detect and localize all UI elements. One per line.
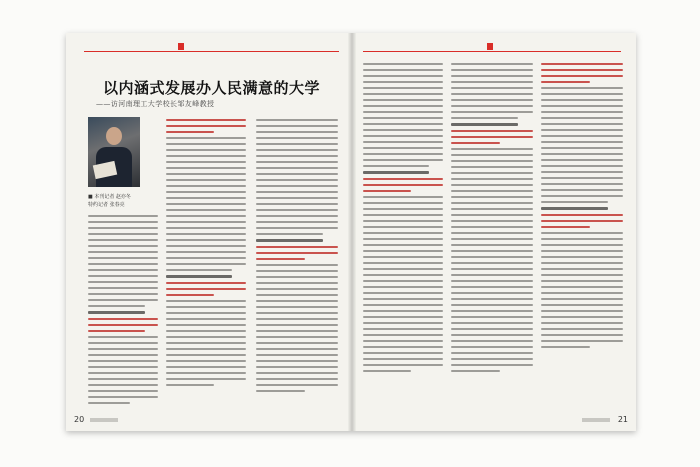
page-number: 20 <box>74 415 85 424</box>
page-number: 21 <box>617 415 628 424</box>
text-column <box>451 63 533 376</box>
footer-logo <box>582 418 610 422</box>
text-column <box>256 119 338 396</box>
text-column <box>166 119 246 390</box>
right-page <box>351 33 636 431</box>
spread-gutter <box>348 33 356 431</box>
article-subtitle: ——访河南理工大学校长邹友峰教授 <box>96 100 215 108</box>
magazine-spread <box>66 33 636 431</box>
footer-logo <box>90 418 118 422</box>
text-column <box>88 215 158 408</box>
article-title: 以内涵式发展办人民满意的大学 <box>102 79 320 97</box>
byline <box>88 193 140 209</box>
header-rule <box>84 51 339 52</box>
text-column <box>363 63 443 376</box>
left-page <box>66 33 351 431</box>
section-tag <box>487 43 493 50</box>
text-column <box>541 63 623 352</box>
portrait-photo <box>88 117 140 187</box>
section-tag <box>178 43 184 50</box>
header-rule <box>363 51 621 52</box>
byline-line: ■ 本刊记者 赵亦冬 <box>88 194 131 200</box>
portrait-face <box>106 127 122 145</box>
byline-line: 特约记者 张春亮 <box>88 202 125 208</box>
